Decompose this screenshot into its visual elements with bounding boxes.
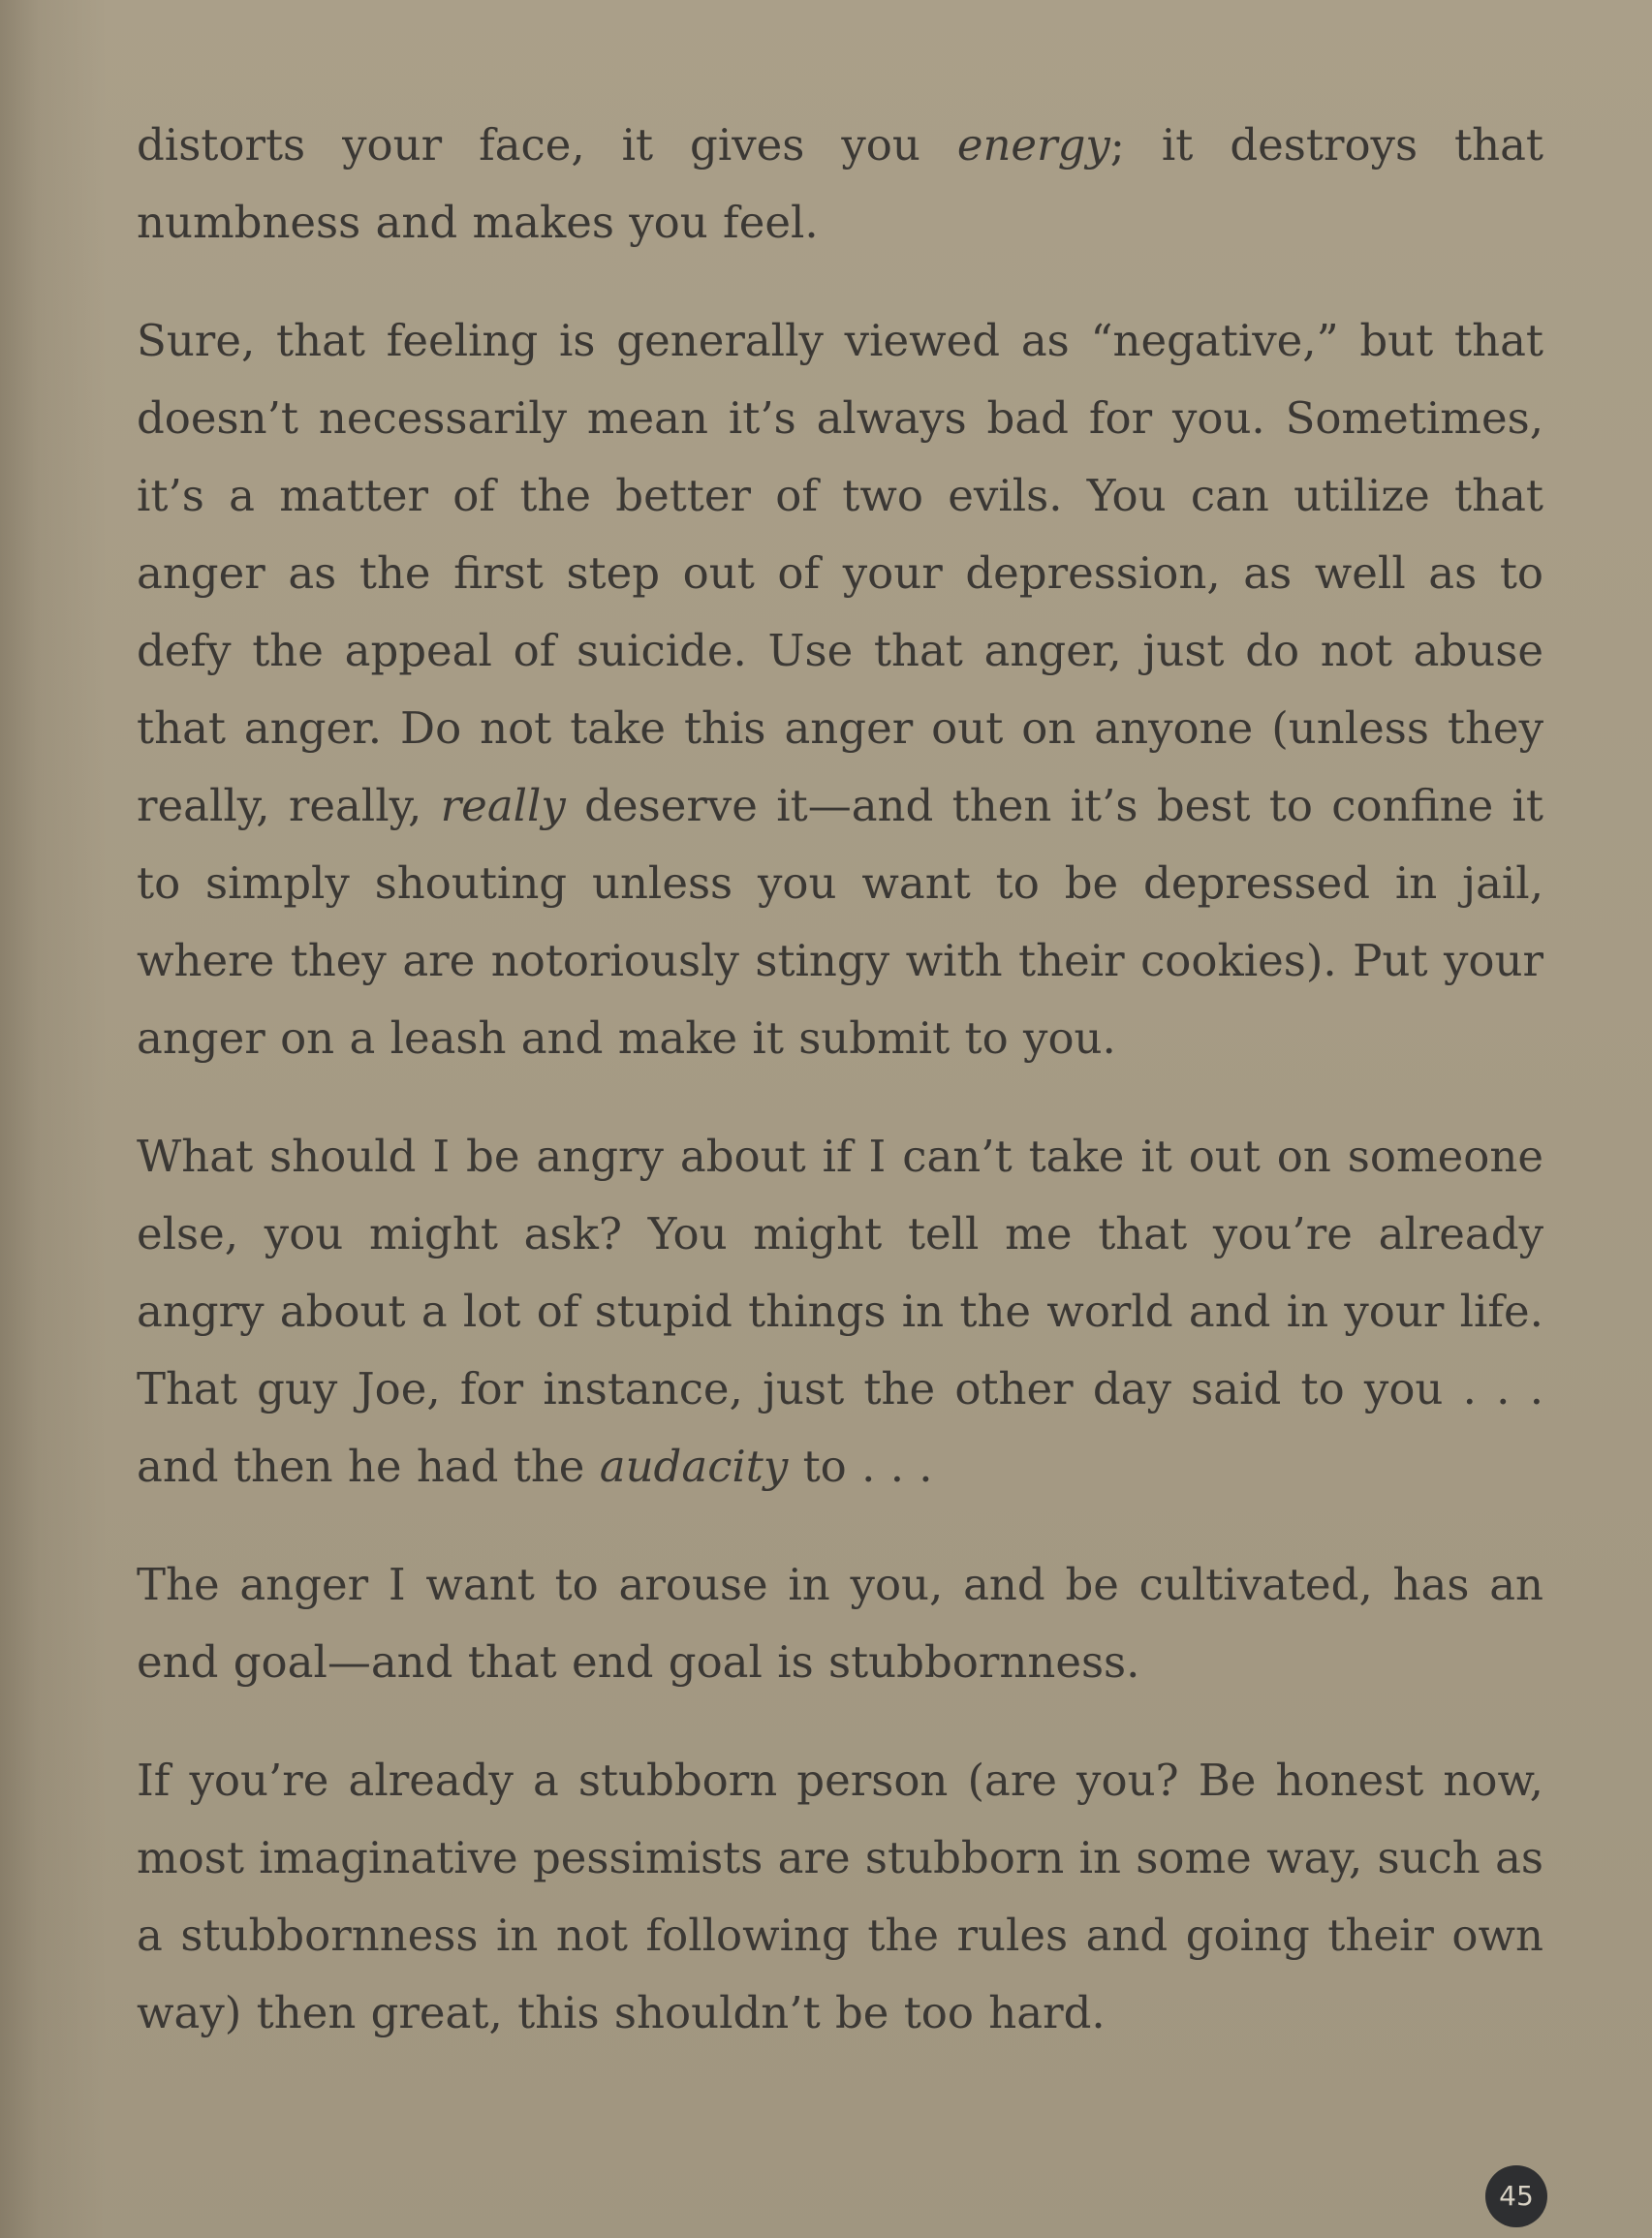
paragraph-1	[137, 107, 1543, 262]
text-run: What should I be angry about if I can’t take it out on someone else, you might ask? You might tell me that you’re already angry about a lot of stupid things in the world and in your life. That guy Joe, for instance, just the other day said to you . . . and then he had the	[137, 1131, 1543, 1492]
italic-text-run: really	[440, 780, 566, 831]
page-number-badge: 45	[1485, 2165, 1547, 2227]
text-run: deserve it—and then it’s best to confine it to simply shouting unless you want to be depressed in jail, where they are notoriously stingy with their cookies). Put your anger on a leash and make it submit to you.	[137, 780, 1543, 1064]
text-run: Sure, that feeling is generally viewed as “negative,” but that doesn’t necessarily mean it’s always bad for you. Sometimes, it’s a matter of the better of two evils. You can utilize that anger as the first step out of your depression, as well as to defy the appeal of suicide. Use that anger, just do not abuse that anger. Do not take this anger out on anyone (unless they really, really,	[137, 315, 1543, 831]
italic-text-run: energy	[956, 119, 1110, 171]
text-run: ; it destroys that numbness and makes you feel.	[137, 119, 1543, 248]
paragraph-3	[137, 1118, 1543, 1506]
paragraph-5	[137, 1742, 1543, 2052]
italic-text-run: audacity	[599, 1441, 789, 1492]
text-run: If you’re already a stubborn person (are you? Be honest now, most imaginative pessimists are stubborn in some way, such as a stubbornness in not following the rules and going their own way) then great, this shouldn’t be too hard.	[137, 1755, 1543, 2038]
paragraph-2	[137, 302, 1543, 1077]
text-run: The anger I want to arouse in you, and be cultivated, has an end goal—and that end goal is stubbornness.	[137, 1559, 1543, 1688]
body-text	[137, 107, 1543, 2093]
text-run: to . . .	[788, 1441, 933, 1492]
text-run: distorts your face, it gives you	[137, 119, 957, 171]
paragraph-4	[137, 1546, 1543, 1701]
